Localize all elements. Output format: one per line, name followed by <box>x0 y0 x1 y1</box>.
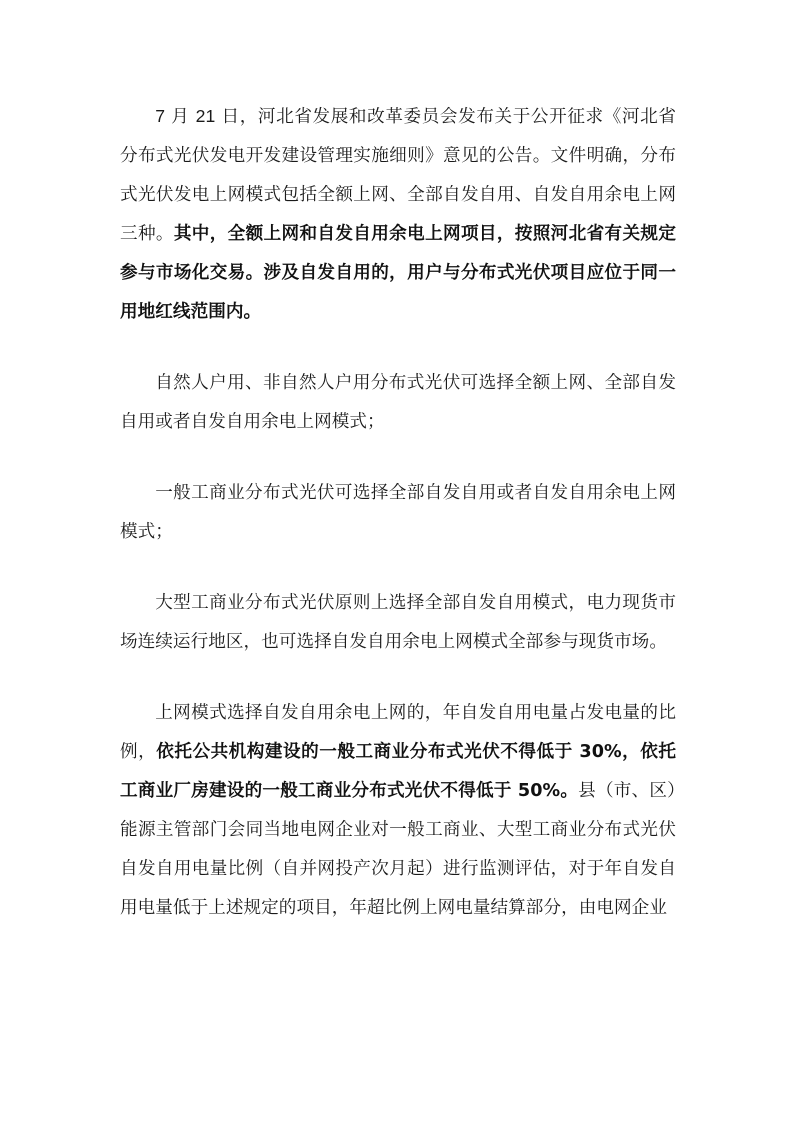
date-day-number: 21 <box>195 106 216 126</box>
document-page <box>120 97 676 960</box>
large-commercial-modes-text: 大型工商业分布式光伏原则上选择全部自发自用模式，电力现货市场连续运行地区，也可选择自发自用余电上网模式全部参与现货市场。 <box>120 593 676 652</box>
ratio-intro-text: 上网模式选择自发自用余电上网的，年自发自用电量占发电量的比例， <box>120 703 676 762</box>
monitoring-text: 县（市、区）能源主管部门会同当地电网企业对一般工商业、大型工商业分布式光伏自发自用电量比例（自并网投产次月起）进行监测评估，对于年自发自用电量低于上述规定的项目，年超比例上网电量结算部分，由电网企业 <box>120 781 676 918</box>
paragraph-general-commercial-modes <box>120 474 676 552</box>
announcement-text: 日，河北省发展和改革委员会发布关于公开征求《河北省分布式光伏发电开发建设管理实施细则》意见的公告。文件明确，分布式光伏发电上网模式包括全额上网、全部自发自用、自发自用余电上网三种。 <box>120 107 676 244</box>
paragraph-self-consumption-ratio <box>120 694 676 928</box>
residential-modes-text: 自然人户用、非自然人户用分布式光伏可选择全额上网、全部自发自用或者自发自用余电上网模式； <box>120 373 676 432</box>
date-month-number: 7 <box>155 106 166 126</box>
paragraph-residential-modes <box>120 364 676 442</box>
paragraph-large-commercial-modes <box>120 584 676 662</box>
date-month-label: 月 <box>165 107 196 127</box>
market-trading-bold-text: 其中，全额上网和自发自用余电上网项目，按照河北省有关规定参与市场化交易。涉及自发自用的，用户与分布式光伏项目应位于同一用地红线范围内。 <box>120 224 676 322</box>
general-commercial-modes-text: 一般工商业分布式光伏可选择全部自发自用或者自发自用余电上网模式； <box>120 483 676 542</box>
paragraph-announcement <box>120 97 676 332</box>
ratio-requirement-bold-text: 依托公共机构建设的一般工商业分布式光伏不得低于 30%，依托工商业厂房建设的一般工商业分布式光伏不得低于 50%。 <box>120 742 676 801</box>
